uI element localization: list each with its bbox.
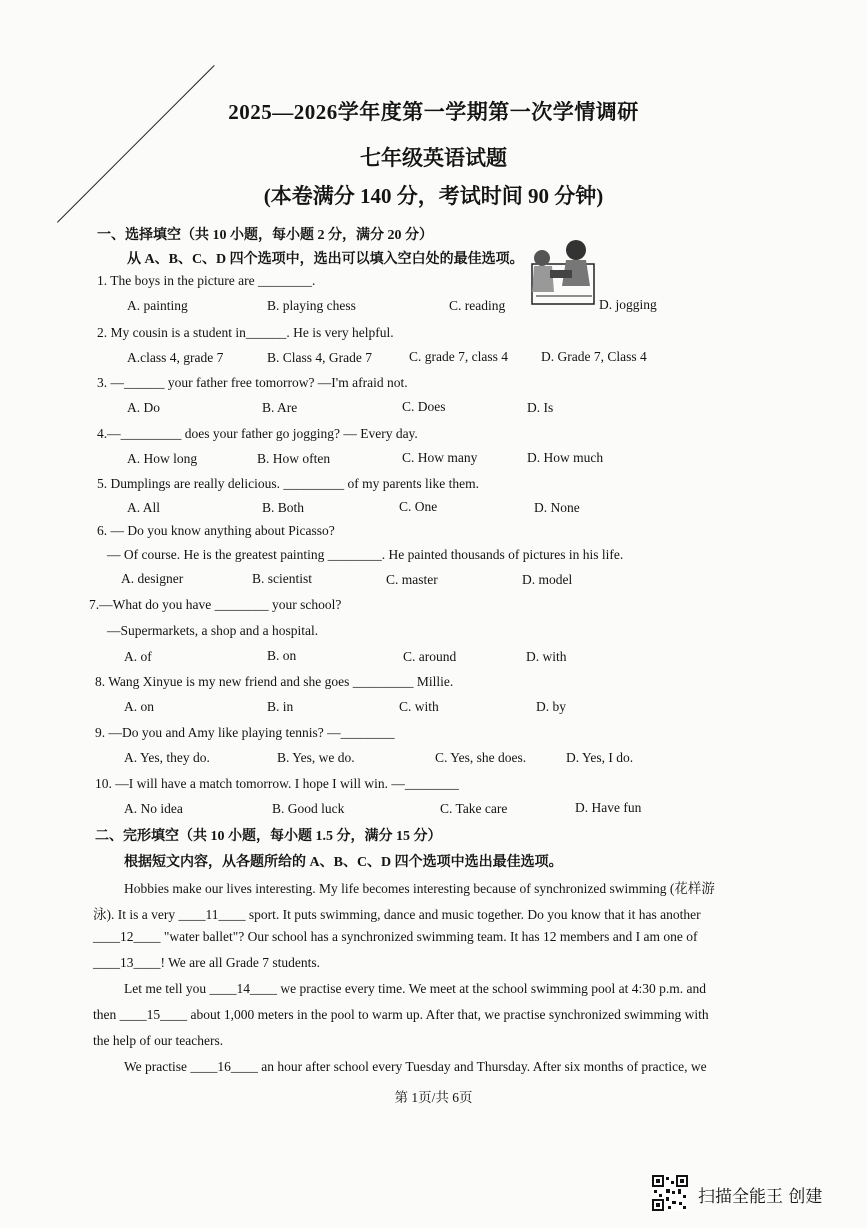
q10-option-a: A. No idea <box>124 801 183 816</box>
q8-option-d: D. by <box>536 699 566 714</box>
q8-option-b: B. in <box>267 699 294 714</box>
passage-line: the help of our teachers. <box>93 1033 224 1048</box>
question-6-stem-2: — Of course. He is the greatest painting ________. He painted thousands of pictures in his life. <box>107 547 624 562</box>
question-1-stem: 1. The boys in the picture are ________. <box>97 273 316 288</box>
question-4-stem: 4.—_________ does your father go jogging? — Every day. <box>97 426 418 441</box>
q9-option-b: B. Yes, we do. <box>277 750 355 765</box>
q3-option-a: A. Do <box>127 400 160 415</box>
passage-line: We practise ____16____ an hour after school every Tuesday and Thursday. After six months of practice, we <box>124 1059 707 1074</box>
q3-option-d: D. Is <box>527 400 554 415</box>
q9-option-d: D. Yes, I do. <box>566 750 634 765</box>
q2-option-d: D. Grade 7, Class 4 <box>541 349 647 364</box>
section2-heading: 二、完形填空（共 10 小题，每小题 1.5 分，满分 15 分） <box>95 829 442 844</box>
q4-option-c: C. How many <box>402 450 478 465</box>
question-9-stem: 9. —Do you and Amy like playing tennis? —________ <box>95 725 395 740</box>
q1-option-c: C. reading <box>449 298 506 313</box>
q6-option-c: C. master <box>386 572 438 587</box>
passage-line: then ____15____ about 1,000 meters in the pool to warm up. After that, we practise synchronized swimming with <box>93 1007 709 1022</box>
q4-option-a: A. How long <box>127 451 198 466</box>
q2-option-a: A.class 4, grade 7 <box>127 350 224 365</box>
q7-option-c: C. around <box>403 649 457 664</box>
q8-option-a: A. on <box>124 699 154 714</box>
question-7-stem-2: —Supermarkets, a shop and a hospital. <box>107 623 319 638</box>
question-5-stem: 5. Dumplings are really delicious. _________ of my parents like them. <box>97 476 480 491</box>
passage-line: Let me tell you ____14____ we practise every time. We meet at the school swimming pool at 4:30 p.m. and <box>124 981 707 996</box>
question-10-stem: 10. —I will have a match tomorrow. I hope I will win. —________ <box>95 776 459 791</box>
q1-option-d: D. jogging <box>599 297 657 312</box>
q8-option-c: C. with <box>399 699 439 714</box>
q5-option-d: D. None <box>534 500 580 515</box>
q10-option-d: D. Have fun <box>575 800 642 815</box>
q2-option-b: B. Class 4, Grade 7 <box>267 350 372 365</box>
q5-option-b: B. Both <box>262 500 305 515</box>
q7-option-d: D. with <box>526 649 567 664</box>
chess-players-illustration <box>526 236 601 308</box>
exam-subtitle: 七年级英语试题 <box>360 146 507 170</box>
q1-option-a: A. painting <box>127 298 188 313</box>
q5-option-a: A. All <box>127 500 161 515</box>
question-2-stem: 2. My cousin is a student in______. He is very helpful. <box>97 325 394 340</box>
q5-option-c: C. One <box>399 499 438 514</box>
q3-option-c: C. Does <box>402 399 446 414</box>
page-number: 第 1页/共 6页 <box>394 1090 473 1105</box>
section2-instruction: 根据短文内容，从各题所给的 A、B、C、D 四个选项中选出最佳选项。 <box>124 855 563 870</box>
section1-heading: 一、选择填空（共 10 小题，每小题 2 分，满分 20 分） <box>97 228 433 243</box>
question-3-stem: 3. —______ your father free tomorrow? —I'm afraid not. <box>97 375 408 390</box>
question-6-stem: 6. — Do you know anything about Picasso? <box>97 523 335 538</box>
passage-line: Hobbies make our lives interesting. My life becomes interesting because of synchronized swimming (花样游 <box>124 881 715 896</box>
q9-option-c: C. Yes, she does. <box>435 750 527 765</box>
passage-line: ____12____ "water ballet"? Our school has a synchronized swimming team. It has 12 members and I am one of <box>93 929 698 944</box>
q1-option-b: B. playing chess <box>267 298 356 313</box>
q4-option-b: B. How often <box>257 451 331 466</box>
q7-option-a: A. of <box>124 649 152 664</box>
q7-option-b: B. on <box>267 648 297 663</box>
q4-option-d: D. How much <box>527 450 604 465</box>
exam-title: 2025—2026学年度第一学期第一次学情调研 <box>228 100 639 124</box>
q9-option-a: A. Yes, they do. <box>124 750 210 765</box>
section1-instruction: 从 A、B、C、D 四个选项中，选出可以填入空白处的最佳选项。 <box>127 252 524 267</box>
q2-option-c: C. grade 7, class 4 <box>409 349 508 364</box>
q10-option-b: B. Good luck <box>272 801 345 816</box>
exam-info: (本卷满分 140 分，考试时间 90 分钟) <box>263 184 604 208</box>
qr-code-icon <box>652 1175 688 1211</box>
passage-line: 泳). It is a very ____11____ sport. It puts swimming, dance and music together. Do you know that it has another <box>93 907 701 922</box>
q10-option-c: C. Take care <box>440 801 508 816</box>
question-7-stem: 7.—What do you have ________ your school? <box>89 597 342 612</box>
q6-option-a: A. designer <box>121 571 184 586</box>
q6-option-b: B. scientist <box>252 571 312 586</box>
scanner-watermark: 扫描全能王 创建 <box>698 1187 823 1207</box>
q6-option-d: D. model <box>522 572 573 587</box>
passage-line: ____13____! We are all Grade 7 students. <box>93 955 320 970</box>
question-8-stem: 8. Wang Xinyue is my new friend and she goes _________ Millie. <box>95 674 454 689</box>
q3-option-b: B. Are <box>262 400 298 415</box>
